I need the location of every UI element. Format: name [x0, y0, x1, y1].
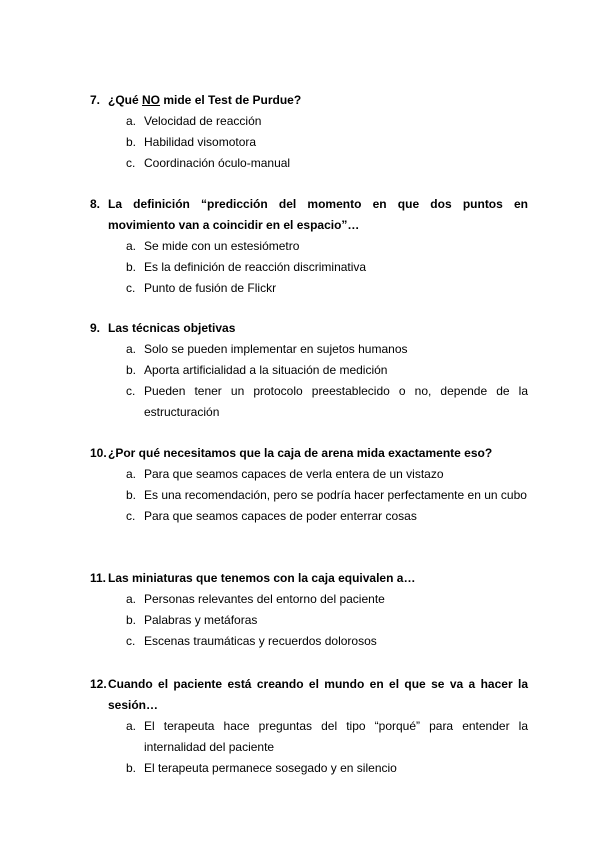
question-7: [90, 90, 528, 174]
option-text: Para que seamos capaces de verla entera de un vistazo: [144, 467, 444, 481]
option-c: [90, 153, 528, 174]
option-letter: a.: [126, 467, 137, 481]
option-letter: b.: [126, 260, 137, 274]
option-a: [90, 111, 528, 132]
option-list: [90, 589, 528, 652]
question-12: [90, 674, 528, 779]
option-b: [90, 360, 528, 381]
option-text: Aporta artificialidad a la situación de medición: [144, 363, 388, 377]
option-text: Personas relevantes del entorno del paciente: [144, 592, 385, 606]
option-text: Coordinación óculo-manual: [144, 156, 291, 170]
option-b: [90, 610, 528, 631]
option-c: [90, 278, 528, 299]
option-list: [90, 716, 528, 779]
option-text: Para que seamos capaces de poder enterrar cosas: [144, 509, 417, 523]
option-list: [90, 339, 528, 423]
option-list: [90, 464, 528, 527]
question-text: [108, 90, 528, 111]
question-text: Las miniaturas que tenemos con la caja equivalen a…: [108, 571, 416, 585]
question-number: 10.: [90, 446, 107, 460]
option-letter: a.: [126, 114, 137, 128]
option-text: Palabras y metáforas: [144, 613, 258, 627]
question-number: 8.: [90, 197, 101, 211]
option-b: [90, 485, 528, 506]
question-10: [90, 443, 528, 527]
option-letter: a.: [126, 239, 137, 253]
option-a: [90, 589, 528, 610]
option-letter: b.: [126, 363, 137, 377]
option-text: Es una recomendación, pero se podría hacer perfectamente en un cubo: [144, 488, 527, 502]
option-list: [90, 236, 528, 299]
question-11: [90, 568, 528, 652]
question-text-post: mide el Test de Purdue?: [160, 93, 302, 107]
option-a: [90, 236, 528, 257]
option-letter: c.: [126, 281, 136, 295]
option-text: El terapeuta hace preguntas del tipo “porqué” para entender la internalidad del paciente: [144, 719, 528, 754]
option-c: [90, 506, 528, 527]
option-a: [90, 339, 528, 360]
option-letter: c.: [126, 634, 136, 648]
option-text: Se mide con un estesiómetro: [144, 239, 300, 253]
option-letter: a.: [126, 592, 137, 606]
question-heading: [90, 318, 528, 339]
question-8: [90, 194, 528, 299]
option-letter: c.: [126, 509, 136, 523]
question-9: [90, 318, 528, 423]
option-text: Es la definición de reacción discriminativa: [144, 260, 367, 274]
question-number: 12.: [90, 677, 107, 691]
question-heading: [90, 568, 528, 589]
option-text: Escenas traumáticas y recuerdos dolorosos: [144, 634, 377, 648]
option-text: Solo se pueden implementar en sujetos humanos: [144, 342, 408, 356]
question-text-pre: ¿Qué: [108, 93, 143, 107]
option-letter: c.: [126, 384, 136, 398]
option-text: Punto de fusión de Flickr: [144, 281, 277, 295]
option-list: [90, 111, 528, 174]
option-a: [90, 464, 528, 485]
option-b: [90, 132, 528, 153]
question-number: 9.: [90, 321, 101, 335]
option-letter: b.: [126, 613, 137, 627]
option-text: El terapeuta permanece sosegado y en silencio: [144, 761, 397, 775]
option-letter: b.: [126, 488, 137, 502]
option-b: [90, 257, 528, 278]
option-letter: b.: [126, 761, 137, 775]
question-heading: [90, 443, 528, 464]
question-text: Las técnicas objetivas: [108, 321, 236, 335]
question-number: 11.: [90, 571, 107, 585]
option-b: [90, 758, 528, 779]
question-text: Cuando el paciente está creando el mundo en el que se va a hacer la sesión…: [108, 677, 528, 712]
option-letter: c.: [126, 156, 136, 170]
question-text: ¿Por qué necesitamos que la caja de arena mida exactamente eso?: [108, 446, 493, 460]
option-letter: a.: [126, 342, 137, 356]
option-text: Velocidad de reacción: [144, 114, 262, 128]
option-c: [90, 631, 528, 652]
question-number: 7.: [90, 93, 101, 107]
option-text: Pueden tener un protocolo preestablecido o no, depende de la estructuración: [144, 384, 528, 419]
option-a: [90, 716, 528, 758]
question-text: La definición “predicción del momento en que dos puntos en movimiento van a coincidir en el espacio”…: [108, 197, 528, 232]
option-c: [90, 381, 528, 423]
question-heading: [90, 90, 528, 111]
option-letter: b.: [126, 135, 137, 149]
question-text-emphasis: NO: [142, 93, 161, 107]
question-heading: [90, 674, 528, 716]
question-heading: [90, 194, 528, 236]
option-text: Habilidad visomotora: [144, 135, 257, 149]
option-letter: a.: [126, 719, 137, 733]
